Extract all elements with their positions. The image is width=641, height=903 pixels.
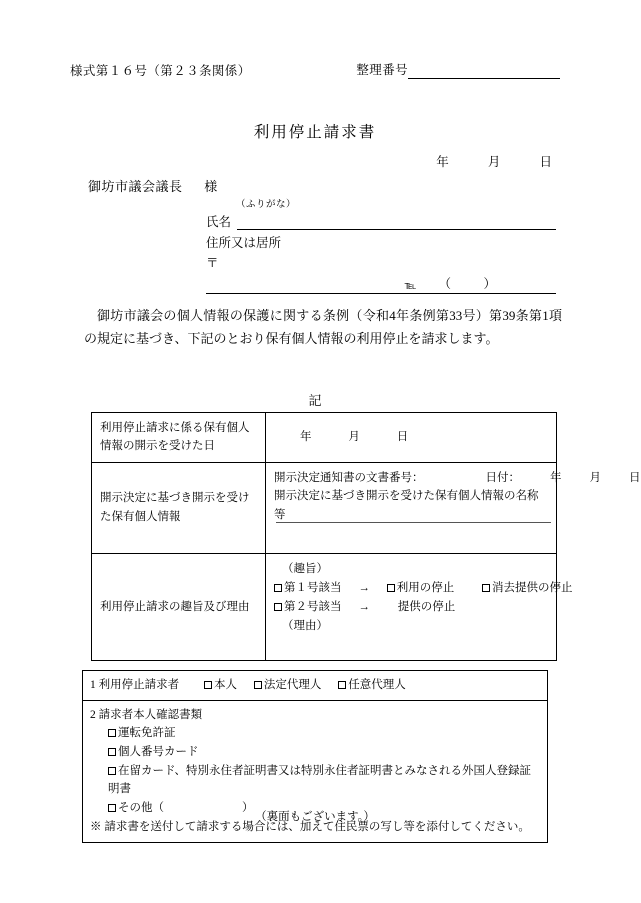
row-label-disclosure-date: 利用停止請求に係る保有個人情報の開示を受けた日: [92, 413, 266, 463]
postal-code-mark: 〒: [206, 256, 219, 270]
purpose-option-row-1[interactable]: [274, 579, 573, 598]
reference-number-blank[interactable]: [408, 64, 560, 79]
form-number: 様式第１６号（第２３条関係）: [70, 64, 251, 78]
name-input-blank[interactable]: [237, 215, 556, 230]
telephone-paren: （ ）: [438, 277, 506, 291]
identification-doc-1-label: 個人番号カード: [118, 745, 199, 758]
requester-option-voluntary-agent[interactable]: [338, 679, 406, 691]
disclosed-info-inner: [274, 469, 641, 524]
identification-doc-2-label: 在留カード、特別永住者証明書又は特別永住者証明書とみなされる外国人登録証明書: [108, 764, 531, 796]
purpose-option-row-2[interactable]: [274, 598, 548, 617]
requester-type-cell[interactable]: [83, 671, 548, 701]
identification-other-label: その他: [118, 801, 153, 814]
checkbox-icon-legal-agent[interactable]: [254, 681, 262, 689]
addressee-honorific: 様: [204, 179, 218, 194]
body-paragraph: 御坊市議会の個人情報の保護に関する条例（令和4年条例第33号）第39条第1項の規定に基づき、下記のとおり保有個人情報の利用停止を請求します。: [84, 308, 562, 346]
row-label-disclosed-info: 開示決定に基づき開示を受けた保有個人情報: [92, 462, 266, 553]
table-row-requester-type: [83, 671, 548, 701]
row-value-disclosure-date[interactable]: [266, 413, 557, 463]
page-title: 利用停止請求書: [253, 124, 377, 141]
main-form-table: [91, 412, 641, 661]
reference-number-label: 整理番号: [356, 63, 408, 77]
other-close-paren: ）: [242, 801, 254, 814]
list-item[interactable]: [108, 743, 540, 762]
table-row-purpose-reason: [92, 553, 557, 660]
checkbox-icon-voluntary-agent[interactable]: [338, 681, 346, 689]
furigana-label: （ふりがな）: [236, 200, 297, 210]
applicant-block: [206, 196, 556, 294]
requester-option-legal-agent[interactable]: [254, 679, 322, 691]
identification-doc-0-label: 運転免許証: [118, 727, 176, 740]
telephone-icon: ℡: [404, 280, 417, 292]
disclosure-date-label: 日付：: [485, 471, 520, 484]
purpose-option2-label: 第２号該当: [284, 600, 342, 613]
checkbox-icon-option2[interactable]: [274, 603, 282, 611]
purpose-option2-sub1-label: 提供の停止: [397, 600, 456, 613]
disclosed-info-blank-rule[interactable]: [276, 522, 551, 523]
list-item[interactable]: [108, 762, 540, 799]
disclosure-doc-number-label: 開示決定通知書の文書番号：: [274, 471, 424, 484]
checkbox-icon-self[interactable]: [204, 681, 212, 689]
disclosure-notice-year: 年: [550, 471, 562, 484]
identification-note: ※ 請求書を送付して請求する場合には、加えて住民票の写し等を添付してください。: [90, 821, 530, 834]
addressee-name: 御坊市議会議長: [88, 179, 183, 194]
other-open-paren: （: [152, 801, 164, 814]
date-year-label: 年: [436, 155, 449, 169]
requester-label: 利用停止請求者: [98, 679, 180, 691]
list-item[interactable]: [108, 724, 540, 743]
identification-number: 2: [90, 708, 96, 721]
disclosure-notice-month: 月: [589, 471, 601, 484]
table-row-disclosed-info: [92, 462, 557, 553]
purpose-heading: （趣旨）: [282, 562, 328, 575]
date-month-label: 月: [487, 155, 501, 169]
checkbox-icon-option1-sub1[interactable]: [387, 584, 395, 592]
requester-option-self-label: 本人: [214, 679, 237, 691]
name-label: 氏名: [206, 215, 232, 229]
footer-note: （裏面もございます。）: [255, 811, 375, 823]
ki-marker: 記: [308, 393, 322, 408]
disclosure-notice-line: [274, 469, 641, 487]
requester-option-legal-agent-label: 法定代理人: [263, 679, 322, 691]
document-header: [70, 60, 560, 79]
checkbox-icon-residence-card[interactable]: [108, 767, 116, 775]
identification-document-list: [90, 724, 540, 817]
row-label-purpose-reason: 利用停止請求の趣旨及び理由: [92, 553, 266, 660]
purpose-option1-sub1-label: 利用の停止: [396, 581, 455, 594]
requester-option-voluntary-agent-label: 任意代理人: [348, 679, 406, 691]
disclosure-notice-day: 日: [629, 471, 641, 484]
table-row-disclosure-date: [92, 413, 557, 463]
reference-number-field: [356, 60, 560, 79]
requester-number: 1: [90, 679, 96, 691]
checkbox-icon-option1-sub2[interactable]: [482, 584, 490, 592]
identification-label: 請求者本人確認書類: [98, 708, 203, 721]
requester-option-self[interactable]: [204, 679, 237, 691]
reason-heading: （理由）: [282, 619, 328, 632]
row-value-purpose-reason[interactable]: [266, 553, 573, 660]
submission-date-line: [0, 152, 552, 170]
addressee: [88, 176, 218, 195]
disclosure-month-label: 月: [348, 431, 360, 444]
arrow-icon-option2: →: [358, 600, 370, 613]
disclosed-info-name-label: 開示決定に基づき開示を受けた保有個人情報の名称等: [274, 490, 539, 521]
address-label: 住所又は居所: [206, 236, 282, 250]
purpose-option1-sub2-label: 消去提供の停止: [492, 581, 573, 594]
telephone-field-row[interactable]: [206, 275, 556, 294]
date-day-label: 日: [539, 155, 552, 169]
checkbox-icon-option1[interactable]: [274, 584, 282, 592]
row-value-disclosed-info[interactable]: [266, 462, 641, 553]
disclosure-year-label: 年: [300, 431, 312, 444]
arrow-icon-option1: →: [358, 581, 370, 594]
identification-heading-row: [90, 706, 540, 725]
checkbox-icon-my-number-card[interactable]: [108, 748, 116, 756]
name-field-row: [206, 212, 556, 230]
purpose-block: [274, 560, 573, 636]
checkbox-icon-drivers-license[interactable]: [108, 729, 116, 737]
purpose-option1-label: 第１号該当: [284, 581, 342, 594]
disclosure-day-label: 日: [396, 431, 409, 444]
